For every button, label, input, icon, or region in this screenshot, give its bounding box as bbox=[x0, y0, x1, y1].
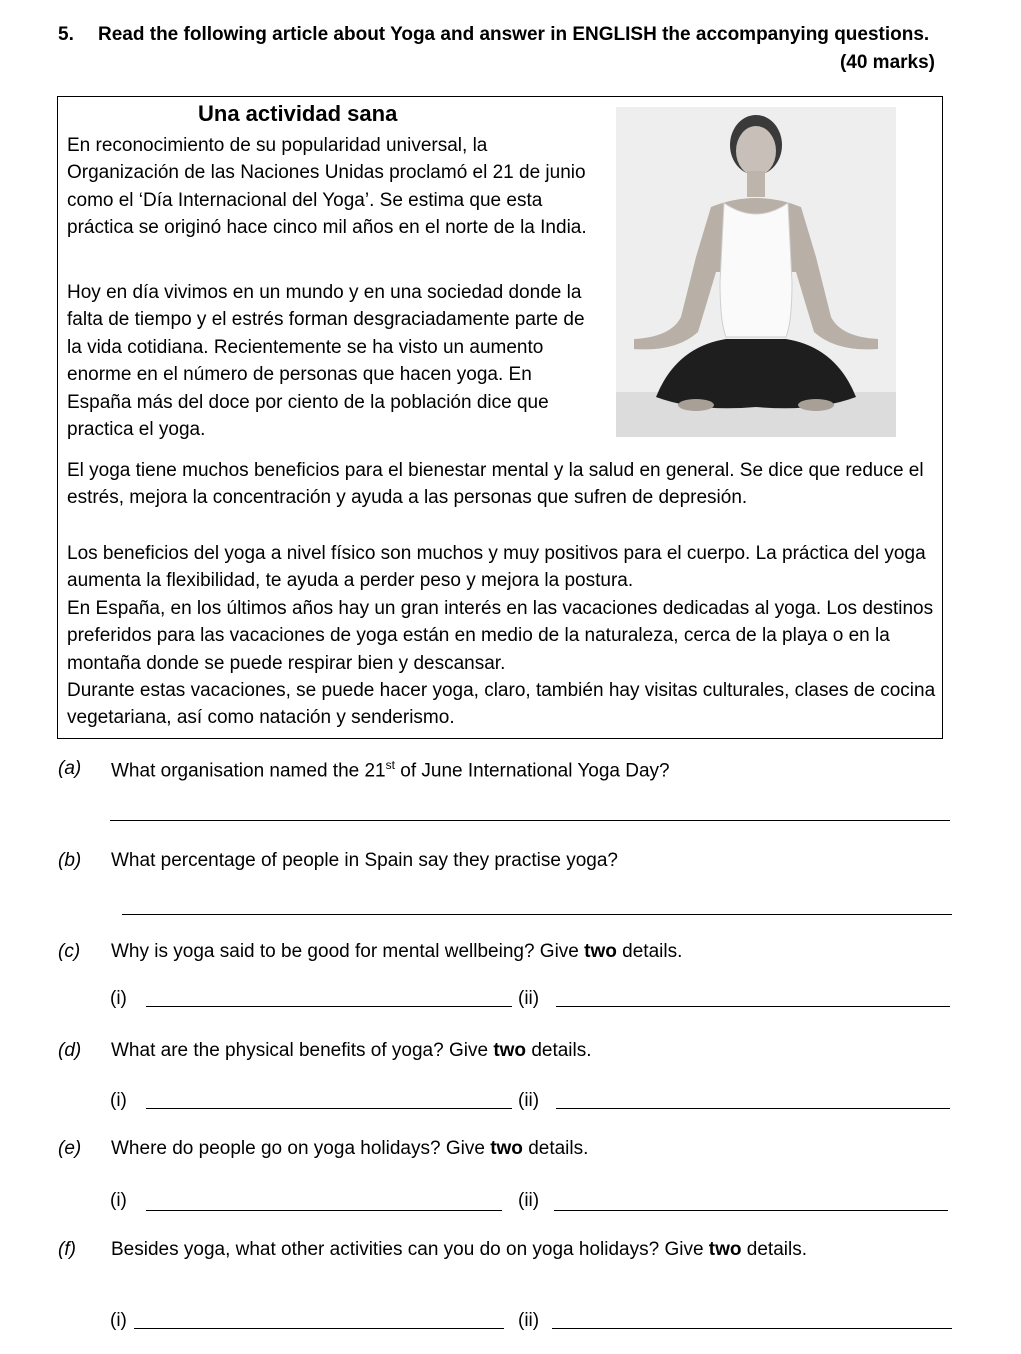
marks-label: (40 marks) bbox=[839, 52, 935, 73]
question-f-text: Besides yoga, what other activities can you do on yoga holidays? Give two details. bbox=[111, 1239, 807, 1260]
question-e-text: Where do people go on yoga holidays? Give two details. bbox=[111, 1138, 589, 1159]
question-a-text: What organisation named the 21st of June International Yoga Day? bbox=[111, 758, 670, 782]
question-e-label: (e) bbox=[58, 1138, 82, 1159]
answer-line-f-i[interactable] bbox=[134, 1328, 504, 1329]
question-d-sub-i: (i) bbox=[110, 1090, 127, 1111]
question-f-sub-ii: (ii) bbox=[518, 1310, 540, 1331]
article-paragraph-1: En reconocimiento de su popularidad universal, la Organización de las Naciones Unidas proclamó el 21 de junio como el ‘Día Internacional del Yoga’. Se estima que esta práctica se originó hace cinco mil años en el norte de la India. bbox=[67, 135, 587, 239]
article-paragraph-4c: Durante estas vacaciones, se puede hacer yoga, claro, también hay visitas culturales, clases de cocina vegetariana, así como natación y senderismo. bbox=[67, 680, 936, 729]
answer-line-a[interactable] bbox=[110, 820, 950, 821]
answer-line-c-ii[interactable] bbox=[556, 1006, 950, 1007]
question-a-label: (a) bbox=[58, 758, 82, 779]
question-c-text: Why is yoga said to be good for mental wellbeing? Give two details. bbox=[111, 941, 683, 962]
question-d-sub-ii: (ii) bbox=[518, 1090, 540, 1111]
question-instruction: Read the following article about Yoga and answer in ENGLISH the accompanying questions. bbox=[98, 24, 930, 45]
article-paragraph-4 bbox=[67, 540, 937, 732]
answer-line-d-i[interactable] bbox=[146, 1108, 512, 1109]
question-number: 5. bbox=[58, 24, 74, 45]
question-c-label: (c) bbox=[58, 941, 81, 962]
answer-line-d-ii[interactable] bbox=[556, 1108, 950, 1109]
answer-line-c-i[interactable] bbox=[146, 1006, 512, 1007]
question-c-sub-i: (i) bbox=[110, 988, 127, 1009]
article-box bbox=[57, 96, 943, 739]
question-e-sub-i: (i) bbox=[110, 1190, 127, 1211]
article-paragraph-4a: Los beneficios del yoga a nivel físico son muchos y muy positivos para el cuerpo. La práctica del yoga aumenta la flexibilidad, te ayuda a perder peso y mejora la postura. bbox=[67, 543, 926, 592]
question-c-sub-ii: (ii) bbox=[518, 988, 540, 1009]
yoga-woman-photo bbox=[616, 107, 896, 437]
answer-line-f-ii[interactable] bbox=[552, 1328, 952, 1329]
question-b-text: What percentage of people in Spain say they practise yoga? bbox=[111, 850, 618, 871]
question-f-label: (f) bbox=[58, 1239, 76, 1260]
question-e-sub-ii: (ii) bbox=[518, 1190, 540, 1211]
answer-line-e-ii[interactable] bbox=[554, 1210, 948, 1211]
question-d-text: What are the physical benefits of yoga? Give two details. bbox=[111, 1040, 592, 1061]
question-d-label: (d) bbox=[58, 1040, 82, 1061]
question-b-label: (b) bbox=[58, 850, 82, 871]
article-paragraph-3: El yoga tiene muchos beneficios para el bienestar mental y la salud en general. Se dice que reduce el estrés, mejora la concentración y ayuda a las personas que sufren de depresión. bbox=[67, 460, 924, 509]
article-paragraph-4b: En España, en los últimos años hay un gran interés en las vacaciones dedicadas al yoga. Los destinos preferidos para las vacaciones de yoga están en medio de la naturaleza, cerca de la playa o en la montaña donde se puede respirar bien y descansar. bbox=[67, 597, 934, 674]
answer-line-b[interactable] bbox=[122, 914, 952, 915]
answer-line-e-i[interactable] bbox=[146, 1210, 502, 1211]
question-header bbox=[58, 24, 948, 46]
article-title: Una actividad sana bbox=[198, 101, 398, 126]
question-f-sub-i: (i) bbox=[110, 1310, 127, 1331]
article-paragraph-2: Hoy en día vivimos en un mundo y en una sociedad donde la falta de tiempo y el estrés forman desgraciadamente parte de la vida cotidiana. Recientemente se ha visto un aumento enorme en el número de personas que hacen yoga. En España más del doce por ciento de la población dice que practica el yoga. bbox=[67, 282, 585, 441]
